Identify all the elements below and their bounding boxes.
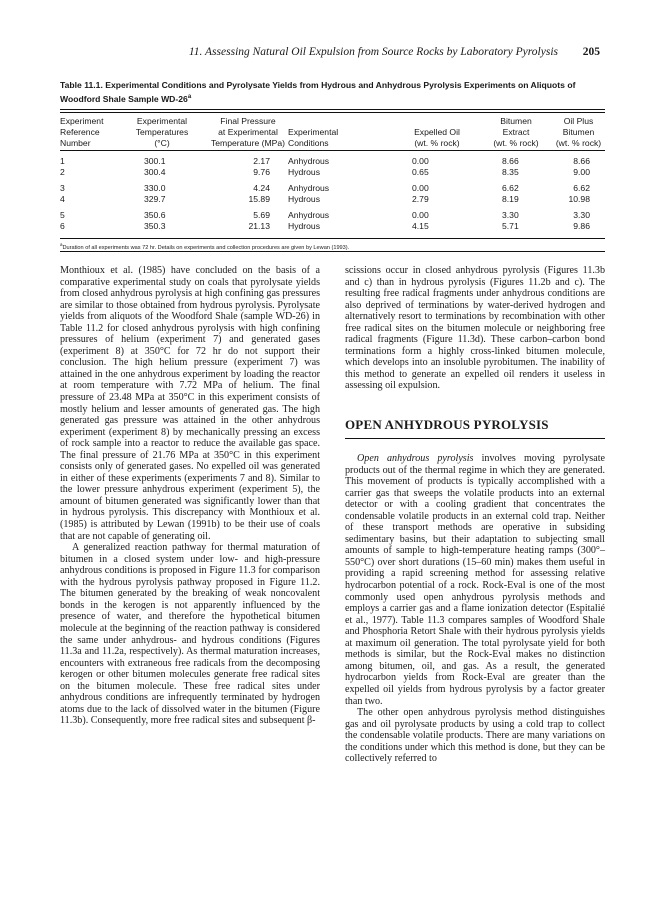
header-cell: Experiment	[60, 116, 104, 126]
header-cell: Bitumen	[500, 116, 532, 126]
table-header	[60, 113, 605, 149]
page-number: 205	[582, 46, 600, 58]
cell-conditions: Hydrous	[288, 167, 320, 177]
cell-pressure: 9.76	[253, 167, 270, 177]
table-row	[60, 167, 605, 178]
cell-pressure: 4.24	[253, 183, 270, 193]
cell-oil-plus-bitumen: 3.30	[573, 210, 590, 220]
cell-conditions: Hydrous	[288, 194, 320, 204]
footnote-marker: a	[60, 242, 63, 247]
cell-conditions: Anhydrous	[288, 156, 330, 166]
header-cell: Expelled Oil	[414, 127, 460, 137]
header-cell: (wt. % rock)	[414, 138, 460, 148]
cell-temperature: 329.7	[144, 194, 166, 204]
left-column	[60, 265, 320, 727]
header-cell: Experimental	[136, 116, 188, 126]
running-head-title: 11. Assessing Natural Oil Expulsion from Source Rocks by Laboratory Pyrolysis	[188, 46, 558, 58]
body-paragraph: A generalized reaction pathway for thermal maturation of bitumen in a closed system under low- and high-pressure anhydrous conditions is proposed in Figure 11.3 for comparison with the hydrous pyrolysis pathway proposed in Figure 11.2. The bitumen generated by the breaking of weak noncovalent bonds in the kerogen is not apparently influenced by the presence of water, and therefore the hypothetical bitumen molecule at the beginning of the reaction pathway is considered the same under anhydrous- and hydrous conditions (Figures 11.3a and 11.2a, respectively). As thermal maturation increases, encounters with extraneous free radicals from the decomposing kerogen or other bitumen molecules generate free radical sites on the bitumen molecule. These free radical sites under anhydrous conditions are infrequently terminated by hydrogen atoms due to the lack of dissolved water in the bitumen (Figure 11.3b). Consequently, more free radical sites and subsequent β-	[60, 542, 320, 727]
table-row	[60, 221, 605, 232]
table-top-rule	[60, 109, 605, 110]
cell-expelled-oil: 0.65	[412, 167, 429, 177]
cell-reference: 3	[60, 183, 65, 193]
paragraph-text: involves moving pyrolysate products out of the thermal regime in which they are generated. This movement of products is typically accomplished with a carrier gas that sweeps the volatile products into an external detector or with a cooling gradient that concentrates the condensable volatile products in an external cold trap. Neither of these transport methods are operative in subsiding sedimentary basins, but their adaptation to subjecting small amounts of sample to high-temperature heating ramps (300°–550°C) over short durations (15–60 min) makes them useful in providing a rapid screening method for assessing relative hydrocarbon potential of a rock. Rock-Eval is one of the most commonly used open anhydrous pyrolysis methods and employs a carrier gas and a flame ionization detector (Espitalié et al., 1977). Table 11.3 compares samples of Woodford Shale and Phosphoria Retort Shale with their hydrous pyrolysis yields at maximum oil generation. The total pyrolysate yield for both methods is similar, but the Rock-Eval makes no distinction among bitumen, oil, and gas. As a result, the generated hydrocarbon yields from Rock-Eval are greater than the expelled oil yields from hydrous pyrolysis by a factor greater than two.	[345, 453, 605, 707]
header-line-1	[60, 116, 605, 127]
cell-expelled-oil: 0.00	[412, 183, 429, 193]
body-paragraph: scissions occur in closed anhydrous pyrolysis (Figures 11.3b and c) than in hydrous pyrolysis (Figures 11.2b and c). The resulting free radical fragments under anhydrous conditions are also deprived of terminations by water-derived hydrogen and alternatively resort to terminations by recombination with other free radical sites on the bitumen molecule or neighboring free radical fragments (Figure 11.3d). These carbon–carbon bond terminations form a highly cross-linked bitumen molecule, which develops into an insoluble pyrobitumen. The inability of this method to generate an expelled oil renders it useless in assessing oil expulsion.	[345, 265, 605, 392]
data-table	[60, 109, 605, 252]
cell-pressure: 5.69	[253, 210, 270, 220]
table-row	[60, 183, 605, 194]
cell-temperature: 330.0	[144, 183, 166, 193]
cell-reference: 5	[60, 210, 65, 220]
cell-oil-plus-bitumen: 10.98	[568, 194, 590, 204]
header-cell: Final Pressure	[220, 116, 276, 126]
cell-bitumen: 3.30	[502, 210, 519, 220]
table-header-rule	[60, 150, 605, 151]
header-cell: Experimental	[288, 127, 339, 137]
header-cell: Oil Plus	[563, 116, 594, 126]
table-caption	[60, 80, 605, 105]
cell-reference: 6	[60, 221, 65, 231]
cell-conditions: Anhydrous	[288, 183, 330, 193]
header-cell: at Experimental	[218, 127, 278, 137]
cell-reference: 2	[60, 167, 65, 177]
cell-oil-plus-bitumen: 9.86	[573, 221, 590, 231]
cell-expelled-oil: 0.00	[412, 210, 429, 220]
running-head	[60, 46, 600, 62]
header-cell: (wt. % rock)	[555, 138, 602, 148]
cell-reference: 4	[60, 194, 65, 204]
header-cell: (°C)	[154, 138, 170, 148]
cell-temperature: 350.3	[144, 221, 166, 231]
table-row	[60, 210, 605, 221]
cell-oil-plus-bitumen: 9.00	[573, 167, 590, 177]
header-cell: Temperature (MPa)	[210, 138, 286, 148]
cell-bitumen: 8.19	[502, 194, 519, 204]
cell-conditions: Anhydrous	[288, 210, 330, 220]
section-rule	[345, 438, 605, 439]
cell-conditions: Hydrous	[288, 221, 320, 231]
table-footnote	[60, 241, 605, 249]
table-bottom-rule-thin	[60, 238, 605, 239]
right-column	[345, 265, 605, 765]
cell-bitumen: 8.66	[502, 156, 519, 166]
cell-bitumen: 6.62	[502, 183, 519, 193]
cell-bitumen: 5.71	[502, 221, 519, 231]
italic-term: Open anhydrous pyrolysis	[357, 453, 474, 465]
header-line-3	[60, 138, 605, 149]
cell-temperature: 300.4	[144, 167, 166, 177]
header-cell: Conditions	[288, 138, 329, 148]
header-cell: Temperatures	[135, 127, 189, 137]
table-caption-text: Table 11.1. Experimental Conditions and Pyrolysate Yields from Hydrous and Anhydrous Pyrolysis Experiments on Aliquots of Woodford Shale Sample WD-26	[60, 80, 576, 104]
footnote-text: Duration of all experiments was 72 hr. Details on experiments and collection procedures are given by Lewan (1993).	[62, 244, 350, 251]
cell-expelled-oil: 4.15	[412, 221, 429, 231]
cell-reference: 1	[60, 156, 65, 166]
cell-oil-plus-bitumen: 8.66	[573, 156, 590, 166]
section-heading: OPEN ANHYDROUS PYROLYSIS	[345, 417, 549, 433]
cell-pressure: 15.89	[248, 194, 270, 204]
table-bottom-rule	[60, 251, 605, 252]
cell-bitumen: 8.35	[502, 167, 519, 177]
table-body	[60, 153, 605, 235]
header-cell: (wt. % rock)	[493, 138, 539, 148]
table-row	[60, 194, 605, 205]
cell-expelled-oil: 0.00	[412, 156, 429, 166]
header-line-2	[60, 127, 605, 138]
header-cell: Reference	[60, 127, 100, 137]
cell-temperature: 350.6	[144, 210, 166, 220]
table-row	[60, 156, 605, 167]
body-paragraph	[345, 453, 605, 707]
body-paragraph: The other open anhydrous pyrolysis method distinguishes gas and oil pyrolysate products by using a cold trap to collect the condensable volatile products. There are many variations on the conditions under which this method is done, but they can be collectively referred to	[345, 707, 605, 765]
header-cell: Number	[60, 138, 91, 148]
cell-pressure: 2.17	[253, 156, 270, 166]
header-cell: Extract	[502, 127, 530, 137]
caption-footnote-marker: a	[187, 93, 192, 100]
cell-temperature: 300.1	[144, 156, 166, 166]
header-cell: Bitumen	[562, 127, 595, 137]
body-paragraph: Monthioux et al. (1985) have concluded on the basis of a comparative experimental study on coals that pyrolysate yields from closed anhydrous pyrolysis at high confining gas pressures are similar to those obtained from hydrous pyrolysis. Pyrolysate yields from aliquots of the Woodford Shale (sample WD-26) in Table 11.2 for closed anhydrous pyrolysis with high confining pressures of helium (experiment 7) and generated gases (experiment 8) at 350°C for 72 hr do not support their conclusion. The high helium pressure (experiment 7) was attained in the one anhydrous experiment by loading the reactor at room temperature with 7.72 MPa of helium. The final pressure of 23.48 MPa at 350°C in this experiment consists of mostly helium and lesser amounts of generated gas. The high generated gas pressure was attained in the other anhydrous experiment (experiment 8) by mechanically pressing an excess of rock sample into a reactor to reduce the available gas space. The final pressure of 21.76 MPa at 350°C in this experiment consists only of generated gases. No expelled oil was generated in either of these experiments (experiments 7 and 8). Similar to the lower pressure anhydrous experiment (experiment 5), the amount of bitumen generated was significantly lower than that in hydrous pyrolysis. This discrepancy with Monthioux et al. (1985) is attributed by Lewan (1991b) to be their use of coals that are not capable of generating oil.	[60, 265, 320, 542]
cell-oil-plus-bitumen: 6.62	[573, 183, 590, 193]
cell-expelled-oil: 2.79	[412, 194, 429, 204]
cell-pressure: 21.13	[248, 221, 270, 231]
